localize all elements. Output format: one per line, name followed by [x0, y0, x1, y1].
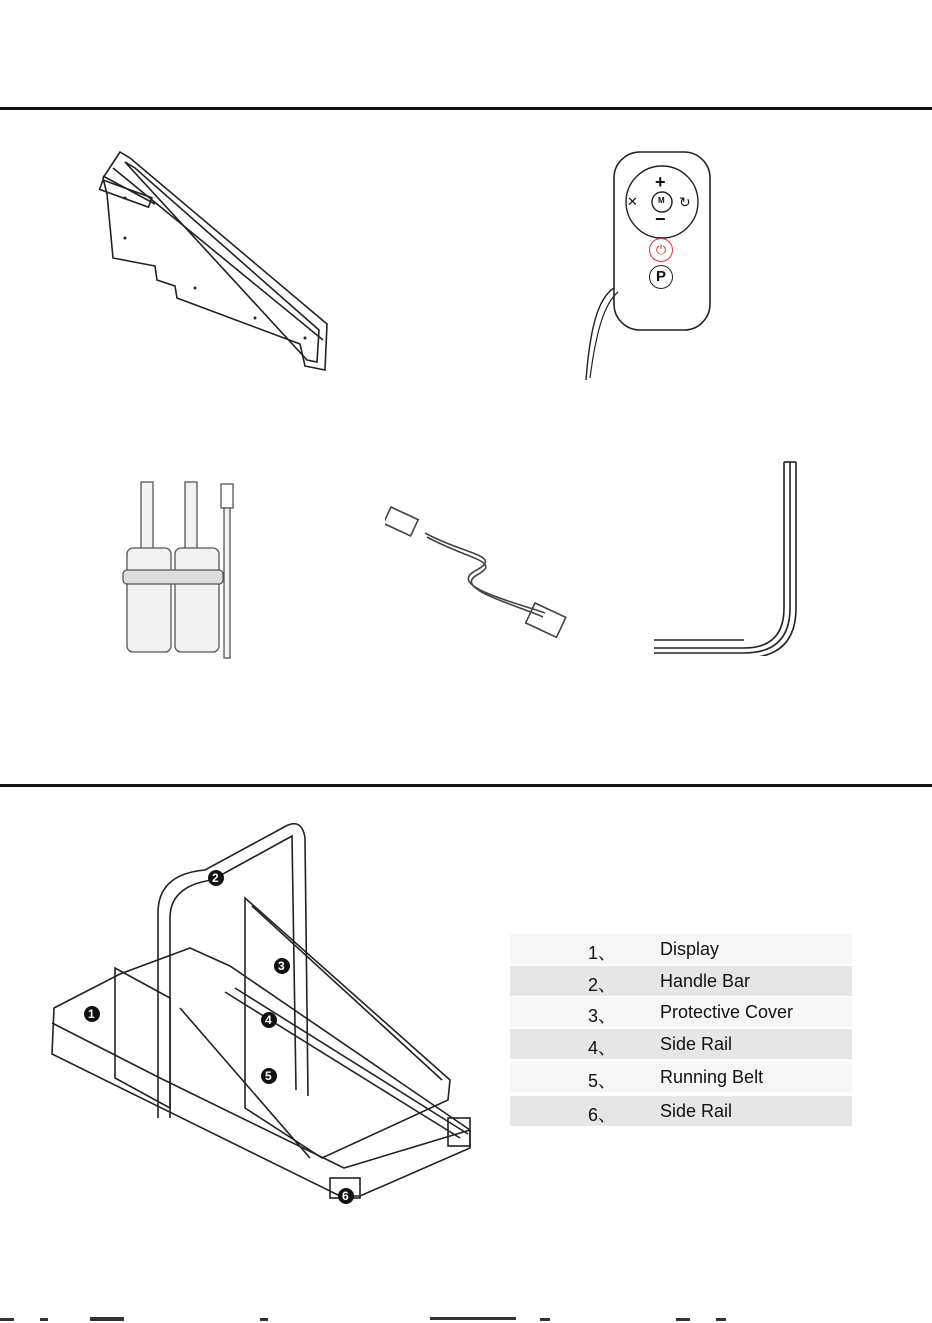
- top-divider: [0, 107, 932, 110]
- power-cord-illustration: [385, 495, 580, 643]
- cut-off-footer-strip: [0, 1316, 932, 1323]
- legend-label: Protective Cover: [660, 1002, 794, 1022]
- section-divider: [0, 784, 932, 787]
- legend-row: [510, 966, 852, 996]
- refresh-icon[interactable]: ↻: [679, 194, 691, 210]
- treadmill-diagram: [40, 818, 480, 1218]
- legend-number: 3、: [588, 1006, 617, 1026]
- screwdriver-bottles-illustration: [105, 470, 255, 670]
- marker-6-label: 6: [342, 1189, 349, 1203]
- legend-label: Running Belt: [660, 1067, 764, 1087]
- mute-icon[interactable]: ✕: [627, 194, 638, 209]
- marker-1-label: 1: [88, 1007, 95, 1021]
- remote-minus-button[interactable]: −: [655, 209, 666, 229]
- marker-4-label: 4: [265, 1013, 272, 1027]
- legend-label: Side Rail: [660, 1101, 733, 1121]
- remote-power-button[interactable]: ⏻: [649, 238, 673, 262]
- remote-park-button[interactable]: P: [649, 265, 673, 289]
- marker-2-label: 2: [212, 871, 219, 885]
- marker-3-label: 3: [278, 959, 285, 973]
- side-panels-illustration: [95, 148, 335, 376]
- legend-number: 6、: [588, 1105, 617, 1125]
- legend-label: Handle Bar: [660, 971, 751, 991]
- legend-number: 1、: [588, 943, 617, 963]
- legend-number: 2、: [588, 975, 617, 995]
- remote-mode-button[interactable]: M: [658, 196, 665, 205]
- allen-key-illustration: [654, 458, 804, 656]
- legend-number: 5、: [588, 1071, 617, 1091]
- legend-label: Display: [660, 939, 720, 959]
- legend-label: Side Rail: [660, 1034, 733, 1054]
- marker-5-label: 5: [265, 1069, 272, 1083]
- legend-row: [510, 1096, 852, 1126]
- legend-row: [510, 997, 852, 1027]
- legend-number: 4、: [588, 1038, 617, 1058]
- legend-row: [510, 934, 852, 964]
- legend-row: [510, 1029, 852, 1059]
- remote-control-illustration: [578, 148, 718, 388]
- remote-plus-button[interactable]: +: [655, 172, 666, 192]
- legend-row: [510, 1062, 852, 1092]
